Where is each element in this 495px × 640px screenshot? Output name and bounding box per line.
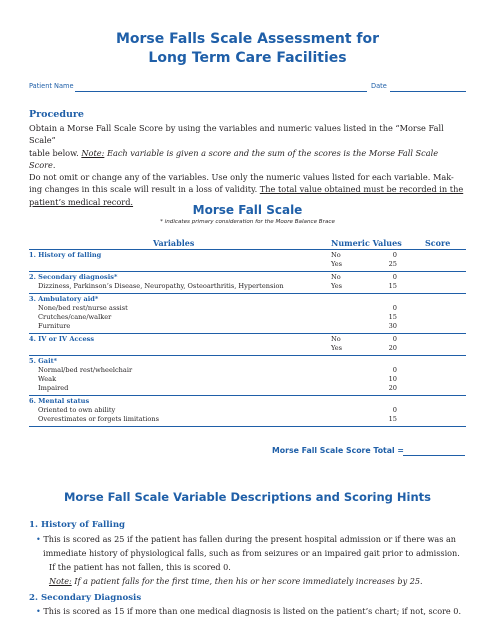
numeric-value: 0 — [392, 251, 397, 259]
date-field[interactable] — [390, 91, 466, 92]
procedure-line-2: table below. Note: Each variable is given a score and the sum of the scores is the Morse Fall Scale Score. — [29, 147, 439, 170]
numeric-value: 15 — [388, 415, 397, 423]
variable-cell — [29, 251, 101, 260]
variable-option: Dizziness, Parkinson’s Disease, Neuropathy, Osteoarthritis, Hypertension — [38, 282, 284, 290]
table-row — [29, 334, 466, 356]
numeric-value: 25 — [388, 260, 397, 268]
table-header — [29, 238, 466, 250]
numeric-value: 0 — [392, 406, 397, 414]
numeric-value-cell — [369, 397, 397, 424]
variable-cell — [29, 357, 132, 393]
variable-label: 2. Secondary diagnosis* — [29, 273, 118, 281]
page-title-line-2: Long Term Care Facilities — [148, 50, 347, 66]
patient-info-row — [29, 82, 466, 94]
numeric-value: 20 — [388, 384, 397, 392]
numeric-value-cell — [369, 295, 397, 331]
score-total-field[interactable] — [403, 455, 465, 456]
score-total-label: Morse Fall Scale Score Total = — [272, 446, 404, 455]
table-row — [29, 396, 466, 427]
variable-label: 1. History of falling — [29, 251, 102, 259]
page-title-line-1: Morse Falls Scale Assessment for — [115, 31, 380, 47]
variable-label: 6. Mental status — [29, 397, 90, 405]
numeric-value: 30 — [388, 322, 397, 330]
numeric-value: 0 — [392, 366, 397, 374]
hint-2-heading: 2. Secondary Diagnosis — [29, 593, 142, 603]
procedure-heading: Procedure — [29, 109, 84, 120]
hint-1-line-1: • This is scored as 25 if the patient has fallen during the present hospital admission or if there was an — [36, 534, 457, 544]
variable-label: 3. Ambulatory aid* — [29, 295, 99, 303]
table-row — [29, 356, 466, 396]
numeric-value — [369, 357, 397, 366]
variable-option: None/bed rest/nurse assist — [38, 304, 128, 312]
table-row — [29, 294, 466, 334]
scale-note: * indicates primary consideration for the Moore Balance Brace — [160, 219, 335, 225]
table-body — [29, 250, 466, 427]
scale-title: Morse Fall Scale — [192, 203, 303, 217]
yes-no-label: Yes — [331, 260, 343, 268]
variable-cell — [29, 273, 284, 291]
hint-1-text — [36, 532, 468, 574]
numeric-value: 0 — [392, 273, 397, 281]
procedure-line-4: ing changes in this scale will result in a loss of validity. The total value obtained must be recorded in the — [29, 184, 464, 195]
hint-2-line-1: • This is scored as 15 if more than one medical diagnosis is listed on the patient’s chart; if not, score 0. — [36, 606, 462, 616]
yes-no-label: Yes — [331, 344, 343, 352]
numeric-value: 15 — [388, 282, 397, 290]
numeric-value: 20 — [388, 344, 397, 352]
date-label: Date — [371, 82, 387, 90]
patient-name-field[interactable] — [75, 91, 367, 92]
hint-1-line-3: If the patient has not fallen, this is scored 0. — [49, 562, 231, 572]
patient-name-label: Patient Name — [29, 82, 74, 90]
yes-no-cell — [331, 251, 342, 269]
procedure-line-5: patient’s medical record. — [29, 196, 134, 207]
hint-1-heading: 1. History of Falling — [29, 520, 126, 530]
numeric-value-cell — [369, 273, 397, 291]
hints-title: Morse Fall Scale Variable Descriptions and Scoring Hints — [63, 490, 432, 504]
morse-fall-scale-table — [29, 238, 466, 427]
yes-no-label: No — [331, 273, 341, 281]
numeric-value — [369, 295, 397, 304]
numeric-value-cell — [369, 335, 397, 353]
numeric-value-cell — [369, 251, 397, 269]
hint-2-text — [36, 604, 468, 618]
header-variables: Variables — [153, 238, 195, 248]
header-numeric-values: Numeric Values — [331, 238, 402, 248]
table-row — [29, 272, 466, 294]
numeric-value: 0 — [392, 304, 397, 312]
hint-1-note: Note: If a patient falls for the first time, then his or her score immediately increases by 25. — [49, 576, 423, 586]
variable-option: Impaired — [38, 384, 69, 392]
numeric-value: 0 — [392, 335, 397, 343]
yes-no-label: No — [331, 335, 341, 343]
procedure-text — [29, 122, 466, 208]
yes-no-cell — [331, 335, 342, 353]
numeric-value — [369, 397, 397, 406]
variable-option: Weak — [38, 375, 57, 383]
table-row — [29, 250, 466, 272]
variable-option: Crutches/cane/walker — [38, 313, 112, 321]
variable-option: Furniture — [38, 322, 71, 330]
header-score: Score — [425, 238, 451, 248]
numeric-value-cell — [369, 357, 397, 393]
yes-no-label: Yes — [331, 282, 343, 290]
variable-option: Overestimates or forgets limitations — [38, 415, 159, 423]
page-title — [0, 30, 495, 68]
variable-option: Normal/bed rest/wheelchair — [38, 366, 133, 374]
variable-label: 4. IV or IV Access — [29, 335, 95, 343]
numeric-value: 15 — [388, 313, 397, 321]
yes-no-cell — [331, 273, 342, 291]
variable-option: Oriented to own ability — [38, 406, 116, 414]
variable-cell — [29, 295, 128, 331]
hint-1-line-2: immediate history of physiological falls, such as from seizures or an impaired gait prior to admission. — [43, 548, 460, 558]
variable-cell — [29, 397, 159, 424]
yes-no-label: No — [331, 251, 341, 259]
variable-cell — [29, 335, 94, 344]
procedure-line-1: Obtain a Morse Fall Scale Score by using the variables and numeric values listed in the “Morse Fall Scale” — [29, 123, 444, 146]
numeric-value: 10 — [388, 375, 397, 383]
variable-label: 5. Gait* — [29, 357, 58, 365]
procedure-line-3: Do not omit or change any of the variables. Use only the numeric values listed for each variable. Mak- — [29, 172, 454, 183]
